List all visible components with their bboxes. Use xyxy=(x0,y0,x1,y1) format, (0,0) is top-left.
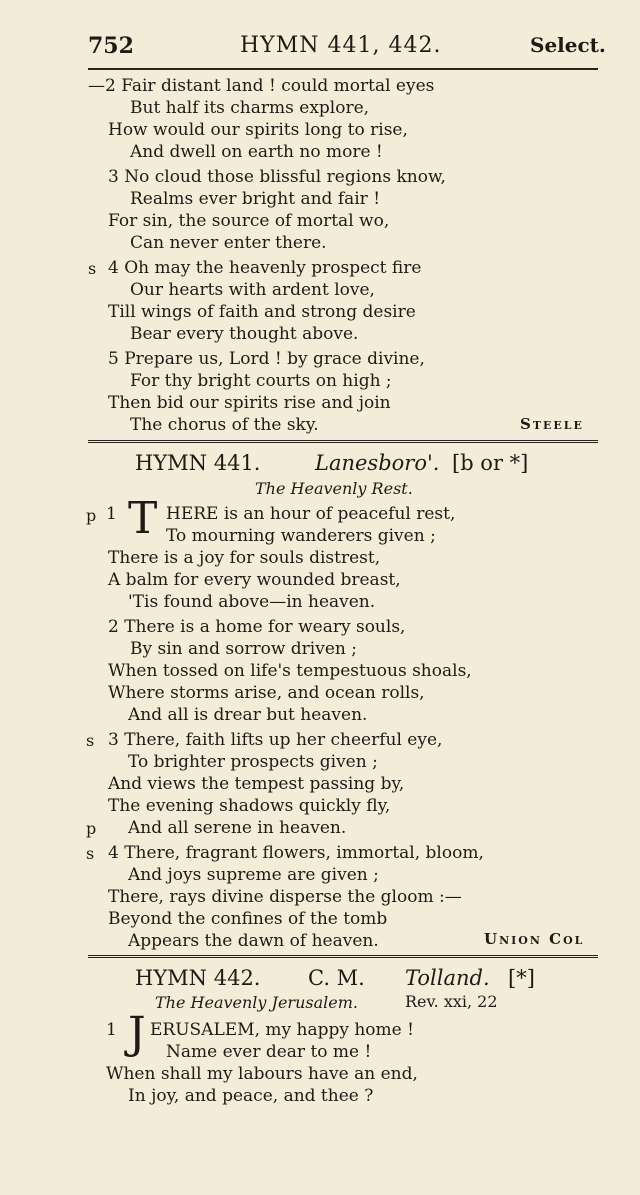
dynamic-mark: s xyxy=(86,844,95,863)
verse-line: HERE is an hour of peaceful rest, xyxy=(166,504,456,524)
tune-name: Lanesboro'. xyxy=(315,451,440,475)
verse-line: 4 Oh may the heavenly prospect fire xyxy=(108,258,422,278)
verse-line: ERUSALEM, my happy home ! xyxy=(150,1020,414,1040)
drop-cap: T xyxy=(128,493,158,544)
verse-line: Realms ever bright and fair ! xyxy=(130,189,381,209)
verse-line: And all is drear but heaven. xyxy=(128,705,368,725)
verse-line: To brighter prospects given ; xyxy=(128,752,378,772)
verse-line: When tossed on life's tempestuous shoals, xyxy=(108,661,472,681)
dynamic-mark: p xyxy=(86,819,97,838)
verse-line: Bear every thought above. xyxy=(130,324,359,344)
verse-line: But half its charms explore, xyxy=(130,98,370,118)
verse-line: There, rays divine disperse the gloom :— xyxy=(108,887,462,907)
dynamic-mark: p xyxy=(86,506,97,525)
section-label: Select. xyxy=(530,33,606,57)
verse-line: How would our spirits long to rise, xyxy=(108,120,408,140)
hymn-subtitle: The Heavenly Jerusalem. xyxy=(155,993,358,1012)
verse-line: Name ever dear to me ! xyxy=(166,1042,372,1062)
drop-cap: J xyxy=(128,1008,146,1059)
section-rule xyxy=(88,440,598,443)
page-number: 752 xyxy=(88,33,134,59)
header-rule xyxy=(88,68,598,70)
dynamic-mark: s xyxy=(88,259,97,278)
verse-line: Then bid our spirits rise and join xyxy=(108,393,391,413)
verse-line: Appears the dawn of heaven. xyxy=(128,931,379,951)
key-signature: [*] xyxy=(508,966,535,990)
author-attribution: Steele xyxy=(520,415,584,433)
verse-line: In joy, and peace, and thee ? xyxy=(128,1086,374,1106)
verse-line: And all serene in heaven. xyxy=(128,818,347,838)
dynamic-mark: s xyxy=(86,731,95,750)
verse-line: By sin and sorrow driven ; xyxy=(130,639,357,659)
verse-number: 1 xyxy=(106,504,117,524)
verse-line: To mourning wanderers given ; xyxy=(166,526,436,546)
verse-line: And joys supreme are given ; xyxy=(128,865,379,885)
verse-line: The evening shadows quickly fly, xyxy=(108,796,391,816)
verse-line: 4 There, fragrant flowers, immortal, bloom, xyxy=(108,843,484,863)
verse-line: 5 Prepare us, Lord ! by grace divine, xyxy=(108,349,425,369)
verse-line: —2 Fair distant land ! could mortal eyes xyxy=(88,76,435,96)
verse-line: For thy bright courts on high ; xyxy=(130,371,392,391)
running-title: HYMN 441, 442. xyxy=(240,33,442,58)
verse-line: Till wings of faith and strong desire xyxy=(108,302,416,322)
verse-line: Can never enter there. xyxy=(130,233,327,253)
hymn-heading: HYMN 441. xyxy=(135,451,261,475)
verse-line: For sin, the source of mortal wo, xyxy=(108,211,390,231)
verse-line: A balm for every wounded breast, xyxy=(108,570,401,590)
verse-line: The chorus of the sky. xyxy=(130,415,319,435)
verse-line: Where storms arise, and ocean rolls, xyxy=(108,683,425,703)
verse-line: And dwell on earth no more ! xyxy=(130,142,383,162)
section-rule xyxy=(88,955,598,958)
key-signature: [b or *] xyxy=(452,451,529,475)
hymn-meter: C. M. xyxy=(308,966,365,990)
verse-line: And views the tempest passing by, xyxy=(108,774,405,794)
verse-number: 1 xyxy=(106,1020,117,1040)
hymn-subtitle: The Heavenly Rest. xyxy=(255,479,413,498)
verse-line: There is a joy for souls distrest, xyxy=(108,548,381,568)
verse-line: 'Tis found above—in heaven. xyxy=(128,592,376,612)
verse-line: 3 No cloud those blissful regions know, xyxy=(108,167,446,187)
scripture-reference: Rev. xxi, 22 xyxy=(405,992,498,1011)
author-attribution: Union Col xyxy=(484,930,585,948)
verse-line: 3 There, faith lifts up her cheerful eye, xyxy=(108,730,443,750)
tune-name: Tolland. xyxy=(405,966,490,990)
hymn-heading: HYMN 442. xyxy=(135,966,261,990)
verse-line: When shall my labours have an end, xyxy=(106,1064,418,1084)
verse-line: 2 There is a home for weary souls, xyxy=(108,617,406,637)
verse-line: Our hearts with ardent love, xyxy=(130,280,375,300)
verse-line: Beyond the confines of the tomb xyxy=(108,909,388,929)
